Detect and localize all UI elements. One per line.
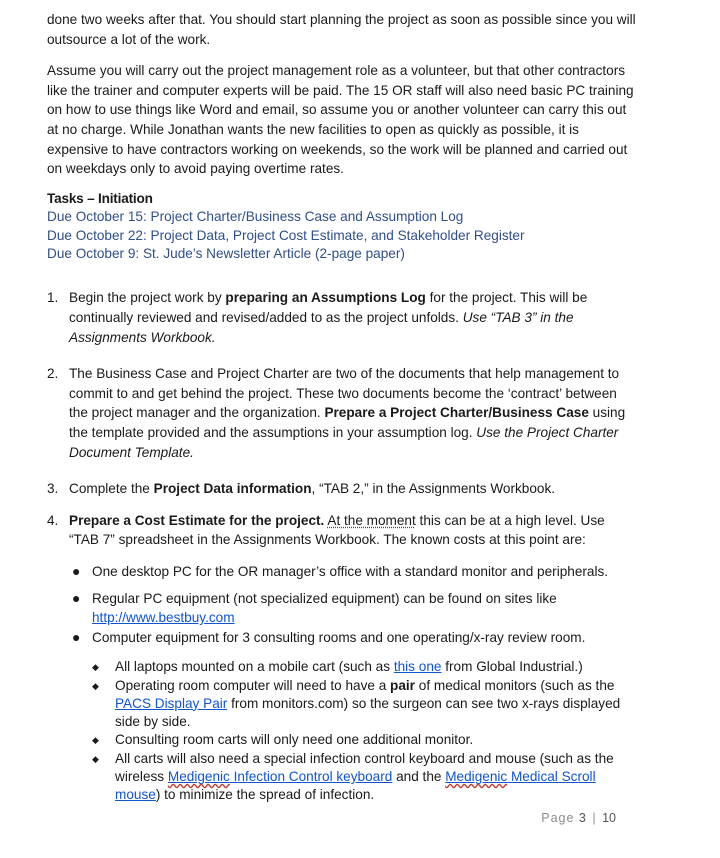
pacs-display-link[interactable]: PACS Display Pair [115, 695, 228, 711]
page-label: Page [541, 811, 575, 825]
list-item: ● Regular PC equipment (not specialized equipment) can be found on sites like http://www.bestbuy.com [72, 589, 557, 626]
page-number: 3 [578, 811, 586, 825]
sub-bullet-icon: ◆ [92, 680, 99, 691]
list-item: ◆ All laptops mounted on a mobile cart (such as this one from Global Industrial.) [92, 658, 637, 676]
list-item: ◆ Consulting room carts will only need one additional monitor. [92, 731, 637, 749]
sub-bullet-icon: ◆ [92, 753, 99, 764]
due-dates-list [47, 208, 637, 263]
list-item: ◆ All carts will also need a special infection control keyboard and mouse (such as the wireless Medigenic Infection Control keyboard and the Medigenic Medical Scroll mouse) to minimize the spread of infection. [92, 750, 614, 803]
bullet-icon: ● [72, 562, 81, 579]
task-item-4: 4. Prepare a Cost Estimate for the project. At the moment this can be at a high level. Use “TAB 7” spreadsheet in the Assignments Workbook. The known costs at this point are: [47, 512, 605, 548]
intro-paragraph-2: Assume you will carry out the project management role as a volunteer, but that other contractors like the trainer and computer experts will be paid. The 15 OR staff will also need basic PC training on how to use things like Word and email, so assume you or another volunteer can carry this out at no charge. While Jonathan wants the new facilities to open as quickly as possible, it is expensive to have contractors working on weekends, so the work will be planned and carried out on weekdays only to avoid paying overtime rates. [47, 63, 634, 177]
keyboard-link[interactable]: Medigenic Infection Control keyboard [167, 769, 393, 785]
page-footer [541, 809, 616, 829]
cost-bullet-list [47, 562, 637, 647]
task-item-1: 1. Begin the project work by preparing an Assumptions Log for the project. This will be continually reviewed and revised/added to as the project unfolds. Use “TAB 3” in the Assignments Workbook. [47, 290, 588, 345]
document-body [47, 10, 637, 805]
bullet-icon: ● [72, 589, 81, 606]
grammar-suggestion: At the moment [327, 512, 416, 528]
sub-bullet-icon: ◆ [92, 735, 99, 746]
due-date-line: Due October 22: Project Data, Project Cost Estimate, and Stakeholder Register [47, 227, 525, 243]
sub-bullet-icon: ◆ [92, 662, 99, 673]
bullet-icon: ● [72, 628, 81, 645]
task-item-2: 2. The Business Case and Project Charter are two of the documents that help management to commit to and get behind the project. These two documents become the ‘contract’ between the project manager and the organization. Prepare a Project Charter/Business Case using the template provided and the assumptions in your assumption log. Use the Project Charter Document Template. [47, 366, 626, 460]
list-item: ● One desktop PC for the OR manager’s office with a standard monitor and peripherals. [69, 562, 637, 582]
list-item: ● Computer equipment for 3 consulting rooms and one operating/x-ray review room. [69, 628, 637, 648]
list-item: ◆ Operating room computer will need to have a pair of medical monitors (such as the PACS Display Pair from monitors.com) so the surgeon can see two x-rays displayed side by side. [92, 677, 621, 730]
task-item-3: 3. Complete the Project Data information, “TAB 2,” in the Assignments Workbook. [47, 479, 637, 499]
mouse-link[interactable]: Medigenic Medical Scroll mouse [115, 769, 596, 803]
intro-paragraph-1: done two weeks after that. You should start planning the project as soon as possible since you will outsource a lot of the work. [47, 12, 636, 47]
item-number: 1. [47, 290, 59, 306]
due-date-line: Due October 9: St. Jude’s Newsletter Article (2-page paper) [47, 245, 405, 261]
page-separator: | [592, 811, 596, 825]
item-number: 4. [47, 512, 59, 528]
item-number: 3. [47, 481, 59, 497]
mobile-cart-link[interactable]: this one [393, 659, 442, 675]
item-number: 2. [47, 366, 59, 382]
due-date-line: Due October 15: Project Charter/Business Case and Assumption Log [47, 209, 464, 225]
bestbuy-link[interactable]: http://www.bestbuy.com [92, 610, 235, 626]
page-total: 10 [602, 811, 616, 825]
tasks-heading: Tasks – Initiation [47, 190, 153, 206]
equipment-sub-list [47, 658, 637, 804]
